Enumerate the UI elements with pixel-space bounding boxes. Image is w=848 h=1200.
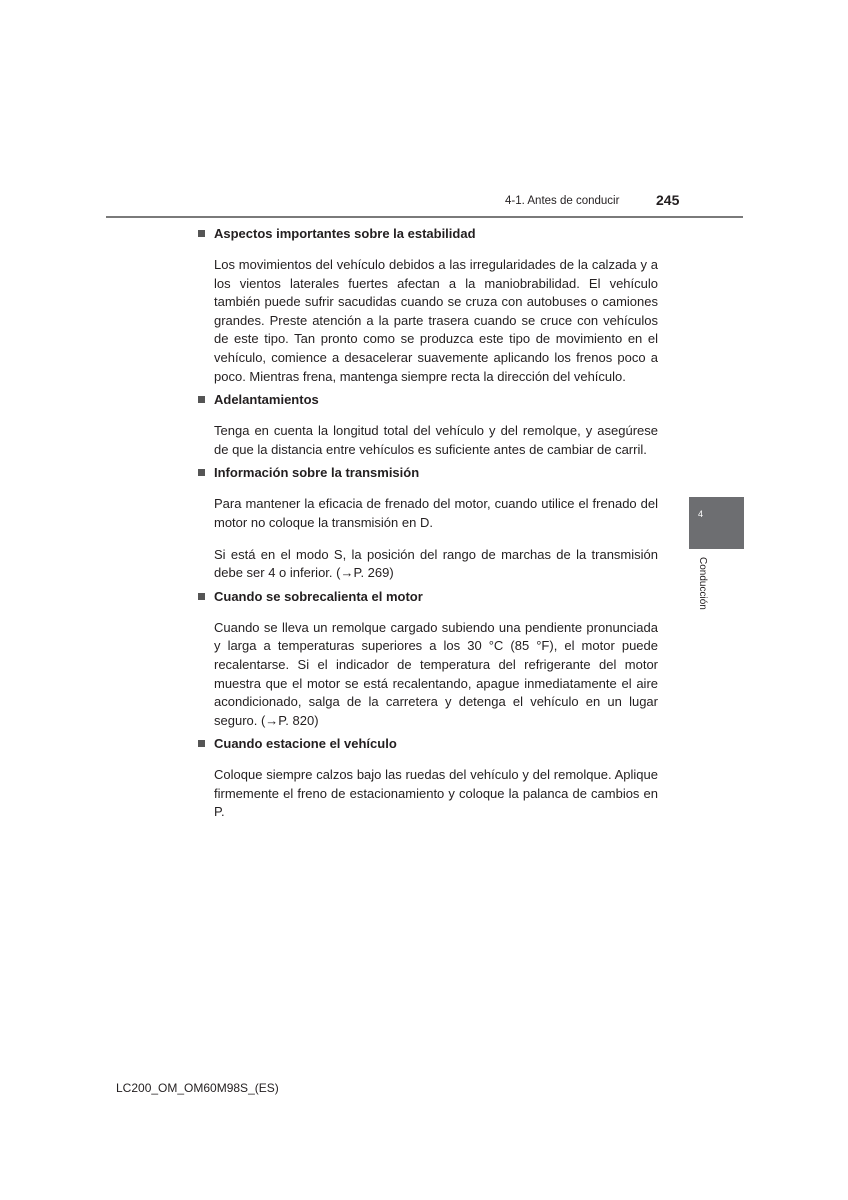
square-bullet-icon xyxy=(198,469,205,476)
section-heading xyxy=(198,587,658,606)
section-overtaking xyxy=(198,390,658,459)
square-bullet-icon xyxy=(198,230,205,237)
section-paragraph: Para mantener la eficacia de frenado del motor, cuando utilice el frenado del motor no coloque la transmisión en D. xyxy=(214,496,658,530)
section-heading xyxy=(198,224,658,243)
section-paragraph: Coloque siempre calzos bajo las ruedas del vehículo y del remolque. Aplique firmemente el freno de estacionamiento y coloque la palanca de cambios en P. xyxy=(214,767,658,820)
square-bullet-icon xyxy=(198,396,205,403)
header-divider xyxy=(106,216,743,218)
section-overheating xyxy=(198,587,658,731)
section-parking xyxy=(198,734,658,822)
chapter-tab-label: Conducción xyxy=(697,557,708,610)
footer-code: LC200_OM_OM60M98S_(ES) xyxy=(116,1081,279,1095)
section-heading xyxy=(198,390,658,409)
square-bullet-icon xyxy=(198,593,205,600)
square-bullet-icon xyxy=(198,740,205,747)
section-paragraph: Tenga en cuenta la longitud total del vehículo y del remolque, y asegúrese de que la distancia entre vehículos es suficiente antes de cambiar de carril. xyxy=(214,423,658,457)
section-heading-text: Cuando se sobrecalienta el motor xyxy=(214,588,423,604)
main-content xyxy=(198,224,658,826)
section-paragraph: Cuando se lleva un remolque cargado subiendo una pendiente pronunciada y larga a temperaturas superiores a los 30 °C (85 °F), el motor puede recalentarse. Si el indicador de temperatura del refrigerante del motor muestra que el motor se está recalentando, apague inmediatamente el aire acondicionado, salga de la carretera y detenga el vehículo en un lugar seguro. (→P. 820) xyxy=(214,619,658,728)
section-heading xyxy=(198,463,658,482)
section-heading-text: Aspectos importantes sobre la estabilidad xyxy=(214,226,476,241)
page-number: 245 xyxy=(656,192,680,208)
running-header-section: 4-1. Antes de conducir xyxy=(505,195,620,207)
section-stability xyxy=(198,224,658,386)
chapter-tab-number: 4 xyxy=(698,509,704,519)
section-heading-text: Cuando estacione el vehículo xyxy=(214,736,397,752)
section-paragraph: Los movimientos del vehículo debidos a las irregularidades de la calzada y a los vientos laterales fuertes afectan a la maniobrabilidad. El vehículo también puede sufrir sacudidas cuando se cruza con autobuses o camiones grandes. Preste atención a la parte trasera cuando se cruce con vehículos de este tipo. Tan pronto como se produzca este tipo de movimiento en el vehículo, comience a desacelerar suavemente aplicando los frenos poco a poco. Mientras frena, mantenga siempre recta la dirección del vehículo. xyxy=(214,257,658,384)
section-heading-text: Información sobre la transmisión xyxy=(214,465,420,481)
section-heading xyxy=(198,734,658,753)
chapter-tab xyxy=(689,497,744,549)
section-transmission xyxy=(198,463,658,582)
section-paragraph: Si está en el modo S, la posición del rango de marchas de la transmisión debe ser 4 o inferior. (→P. 269) xyxy=(214,546,658,581)
section-heading-text: Adelantamientos xyxy=(214,392,319,408)
